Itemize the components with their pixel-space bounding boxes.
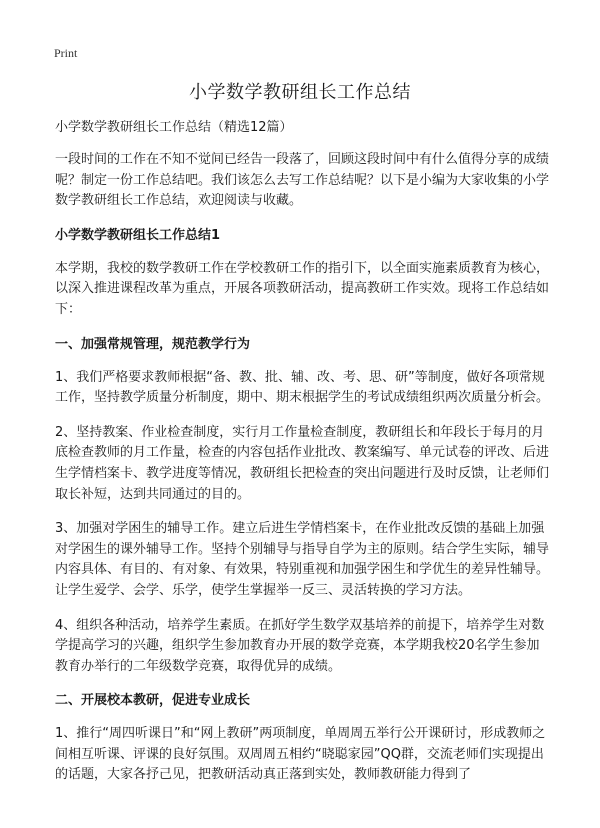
paragraph-item-1: 1、我们严格要求教师根据“备、教、批、辅、改、考、思、研”等制度，做好各项常规工作，坚持教学质量分析制度，期中、期末根据学生的考试成绩组织两次质量分析会。 (55, 369, 550, 406)
document-body (55, 118, 549, 800)
intro-paragraph: 一段时间的工作在不知不觉间已经告一段落了，回顾这段时间中有什么值得分享的成绩呢？制定一份工作总结吧。我们该怎么去写工作总结呢？以下是小编为大家收集的小学数学教研组长工作总结，欢迎阅读与收藏。 (55, 152, 550, 209)
document-title: 小学数学教研组长工作总结 (189, 82, 411, 103)
heading-school-research: 二、开展校本教研，促进专业成长 (55, 693, 251, 709)
document-subtitle: 小学数学教研组长工作总结（精选12篇） (55, 120, 293, 135)
paragraph-item-2: 2、坚持教案、作业检查制度，实行月工作量检查制度，教研组长和年段长于每月的月底检查教师的月工作量，检查的内容包括作业批改、教案编写、单元试卷的评改、后进生学情档案卡、教学进度等情况，教研组长把检查的突出问题进行及时反馈，让老师们取长补短，达到共同通过的目的。 (55, 424, 550, 502)
section-1-intro-paragraph: 本学期，我校的数学教研工作在学校教研工作的指引下，以全面实施素质教育为核心，以深入推进课程改革为重点，开展各项教研活动，提高教研工作实效。现将工作总结如下： (55, 260, 550, 317)
paragraph-item-4: 4、组织各种活动，培养学生素质。在抓好学生数学双基培养的前提下，培养学生对数学提高学习的兴趣，组织学生参加教育办开展的数学竞赛，本学期我校20名学生参加教育办举行的二年级数学竞赛，取得优异的成绩。 (55, 617, 545, 674)
heading-strengthen-management: 一、加强常规管理，规范教学行为 (55, 336, 251, 352)
paragraph-item-3: 3、加强对学困生的辅导工作。建立后进生学情档案卡，在作业批改反馈的基础上加强对学困生的课外辅导工作。坚持个别辅导与指导自学为主的原则。结合学生实际，辅导内容具体、有目的、有对象、有效果，特别重视和加强学困生和学优生的差异性辅导。让学生爱学、会学、乐学，使学生掌握举一反三、灵活转换的学习方法。 (55, 521, 550, 598)
section-1-title: 小学数学教研组长工作总结1 (55, 227, 221, 243)
print-link[interactable]: Print (54, 46, 78, 60)
paragraph-item-5: 1、推行“周四听课日”和“网上教研”两项制度，单周周五举行公开课研讨，形成教师之间相互听课、评课的良好氛围。双周周五相约“晓聪家园”QQ群，交流老师们实现提出的话题，大家各抒己见，把教研活动真正落到实处，教师教研能力得到了 (55, 726, 546, 783)
